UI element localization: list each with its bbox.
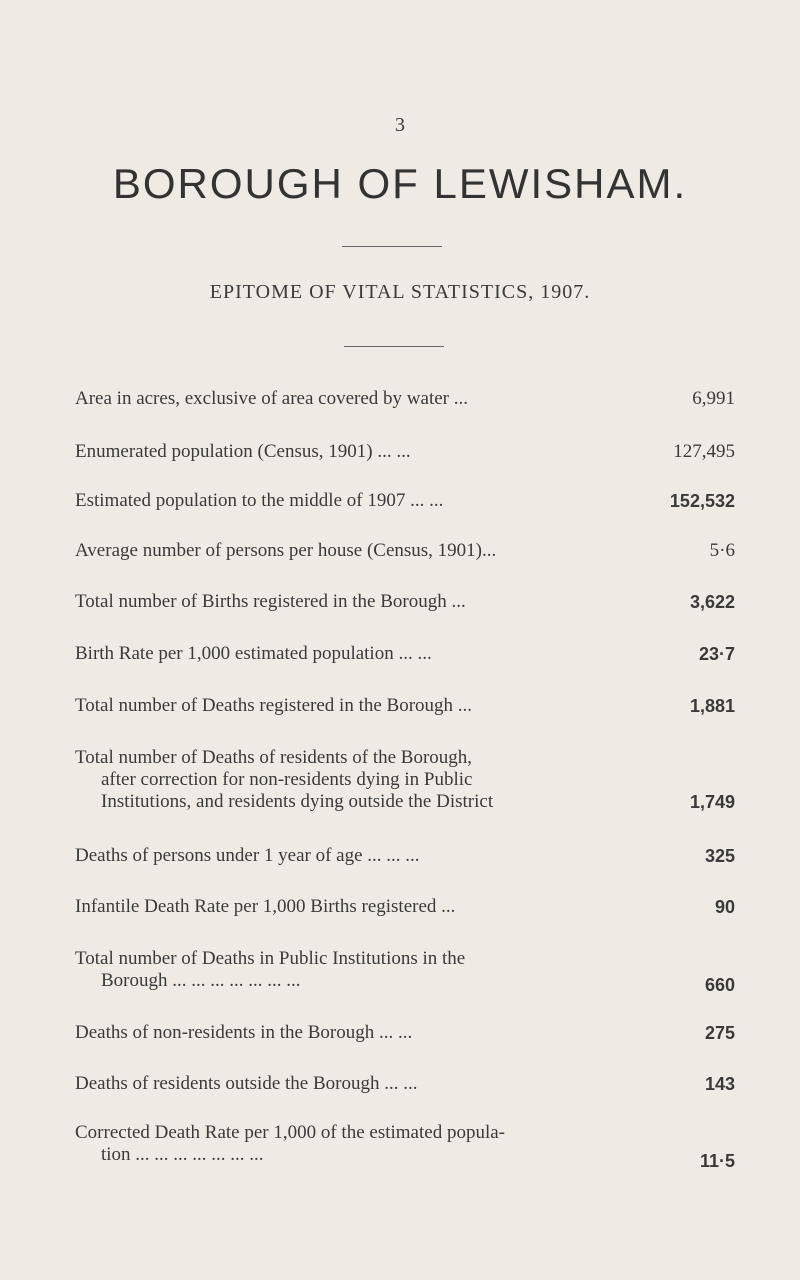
row-value: 5·6 (709, 540, 735, 561)
page-number: 3 (395, 114, 405, 136)
row-label-line: Total number of Deaths of residents of the Borough, (75, 747, 473, 768)
row-label: Enumerated population (Census, 1901) ... ... (75, 441, 411, 462)
row-value: 660 (704, 975, 735, 995)
row-label: Average number of persons per house (Census, 1901)... (75, 540, 497, 561)
row-label-line: Borough ... ... ... ... ... ... ... (101, 970, 301, 991)
row-value: 275 (704, 1023, 735, 1043)
row-label: Deaths of residents outside the Borough ... ... (75, 1073, 418, 1094)
row-value: 23·7 (698, 644, 735, 664)
subtitle-divider (344, 346, 444, 347)
row-value: 1,749 (689, 792, 735, 812)
row-value: 11·5 (699, 1151, 735, 1171)
row-label (75, 747, 635, 813)
row-label: Deaths of non-residents in the Borough ... ... (75, 1022, 413, 1043)
row-label-line: Institutions, and residents dying outside the District (101, 791, 494, 812)
row-label-line: Corrected Death Rate per 1,000 of the estimated popula- (75, 1122, 505, 1143)
row-label: Area in acres, exclusive of area covered by water ... (75, 388, 468, 409)
row-label-line: Total number of Deaths in Public Institutions in the (75, 948, 466, 969)
subtitle: EPITOME OF VITAL STATISTICS, 1907. (209, 281, 591, 303)
row-label: Total number of Births registered in the Borough ... (75, 591, 466, 612)
page-title: BOROUGH OF LEWISHAM. (112, 160, 688, 207)
row-label-line: after correction for non-residents dying in Public (101, 769, 473, 790)
row-value: 143 (704, 1074, 735, 1094)
row-value: 90 (714, 897, 735, 917)
row-value: 127,495 (673, 441, 735, 462)
row-value: 1,881 (689, 696, 735, 716)
row-value: 325 (704, 846, 735, 866)
row-label (75, 1122, 635, 1166)
row-value: 152,532 (669, 491, 735, 511)
row-value: 6,991 (692, 388, 735, 409)
title-divider (342, 246, 442, 247)
row-label: Infantile Death Rate per 1,000 Births registered ... (75, 896, 456, 917)
row-value: 3,622 (689, 592, 735, 612)
row-label: Birth Rate per 1,000 estimated population ... ... (75, 643, 432, 664)
row-label (75, 948, 635, 992)
row-label: Deaths of persons under 1 year of age ... ... ... (75, 845, 420, 866)
row-label: Total number of Deaths registered in the Borough ... (75, 695, 473, 716)
row-label: Estimated population to the middle of 1907 ... ... (75, 490, 444, 511)
row-label-line: tion ... ... ... ... ... ... ... (101, 1144, 264, 1165)
